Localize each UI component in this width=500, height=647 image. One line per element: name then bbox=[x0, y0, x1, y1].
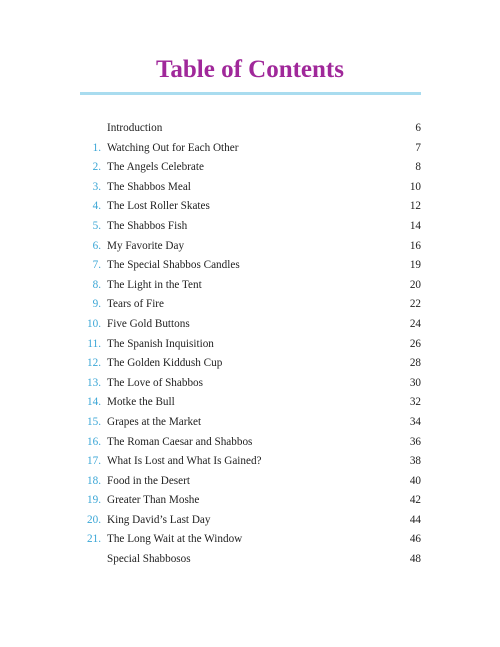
chapter-number: 20. bbox=[87, 513, 101, 526]
page-number: 10 bbox=[409, 180, 421, 193]
toc-entry[interactable] bbox=[0, 237, 500, 257]
chapter-number: 16. bbox=[87, 435, 101, 448]
page-number: 38 bbox=[409, 455, 421, 468]
toc-entry[interactable] bbox=[0, 491, 500, 511]
chapter-number: 18. bbox=[87, 474, 101, 487]
chapter-title: Watching Out for Each Other bbox=[107, 141, 239, 154]
chapter-number: 17. bbox=[87, 455, 101, 468]
page-number: 48 bbox=[409, 553, 421, 566]
chapter-number: 19. bbox=[87, 494, 101, 507]
chapter-number: 5. bbox=[92, 219, 101, 232]
toc-entry[interactable] bbox=[0, 335, 500, 355]
chapter-title: The Special Shabbos Candles bbox=[107, 259, 240, 272]
chapter-title: Five Gold Buttons bbox=[107, 317, 190, 330]
toc-entry[interactable] bbox=[0, 530, 500, 550]
chapter-title: The Light in the Tent bbox=[107, 278, 202, 291]
page-number: 14 bbox=[409, 219, 421, 232]
chapter-number: 8. bbox=[92, 278, 101, 291]
page-number: 46 bbox=[409, 533, 421, 546]
chapter-title: Special Shabbosos bbox=[107, 553, 191, 566]
chapter-number: 9. bbox=[92, 298, 101, 311]
page-number: 22 bbox=[409, 298, 421, 311]
toc-entry[interactable] bbox=[0, 295, 500, 315]
toc-list bbox=[0, 119, 500, 570]
chapter-number: 11. bbox=[87, 337, 101, 350]
page-number: 12 bbox=[409, 200, 421, 213]
toc-entry[interactable] bbox=[0, 119, 500, 139]
toc-entry[interactable] bbox=[0, 178, 500, 198]
chapter-number: 7. bbox=[92, 259, 101, 272]
page-number: 6 bbox=[415, 122, 421, 134]
chapter-number: 13. bbox=[87, 376, 101, 389]
page-number: 24 bbox=[409, 317, 421, 330]
toc-entry[interactable] bbox=[0, 217, 500, 237]
toc-entry[interactable] bbox=[0, 354, 500, 374]
chapter-title: Tears of Fire bbox=[107, 298, 164, 311]
page-number: 26 bbox=[409, 337, 421, 350]
toc-entry[interactable] bbox=[0, 433, 500, 453]
toc-entry[interactable] bbox=[0, 256, 500, 276]
chapter-number: 3. bbox=[92, 180, 101, 193]
toc-entry[interactable] bbox=[0, 276, 500, 296]
toc-entry[interactable] bbox=[0, 393, 500, 413]
page-number: 7 bbox=[415, 141, 421, 154]
chapter-title: King David’s Last Day bbox=[107, 513, 211, 526]
page-number: 36 bbox=[409, 435, 421, 448]
chapter-title: The Angels Celebrate bbox=[107, 161, 204, 174]
chapter-number: 2. bbox=[92, 161, 101, 174]
chapter-title: The Roman Caesar and Shabbos bbox=[107, 435, 253, 448]
toc-entry[interactable] bbox=[0, 139, 500, 159]
chapter-title: The Golden Kiddush Cup bbox=[107, 357, 223, 370]
page-number: 19 bbox=[409, 259, 421, 272]
chapter-title: The Shabbos Meal bbox=[107, 180, 191, 193]
page-number: 42 bbox=[409, 494, 421, 507]
toc-entry[interactable] bbox=[0, 472, 500, 492]
page-number: 28 bbox=[409, 357, 421, 370]
toc-entry[interactable] bbox=[0, 197, 500, 217]
chapter-title: The Spanish Inquisition bbox=[107, 337, 214, 350]
chapter-title: The Lost Roller Skates bbox=[107, 200, 210, 213]
page-number: 16 bbox=[409, 239, 421, 252]
chapter-title: The Love of Shabbos bbox=[107, 376, 204, 389]
chapter-number: 21. bbox=[87, 533, 101, 546]
chapter-title: The Long Wait at the Window bbox=[107, 533, 243, 546]
chapter-title: The Shabbos Fish bbox=[107, 219, 188, 232]
toc-entry[interactable] bbox=[0, 158, 500, 178]
page-number: 44 bbox=[409, 513, 421, 526]
chapter-number: 6. bbox=[92, 239, 101, 252]
chapter-number: 12. bbox=[87, 357, 101, 370]
chapter-title: Motke the Bull bbox=[107, 396, 175, 409]
chapter-title: Food in the Desert bbox=[107, 474, 190, 487]
chapter-title: Greater Than Moshe bbox=[107, 494, 200, 507]
toc-entry[interactable] bbox=[0, 550, 500, 570]
chapter-title: Introduction bbox=[107, 122, 163, 134]
chapter-number: 4. bbox=[92, 200, 101, 213]
chapter-number: 15. bbox=[87, 415, 101, 428]
page-number: 8 bbox=[415, 161, 421, 174]
toc-entry[interactable] bbox=[0, 374, 500, 394]
page-number: 20 bbox=[409, 278, 421, 291]
chapter-number: 14. bbox=[87, 396, 101, 409]
page-number: 40 bbox=[409, 474, 421, 487]
page-number: 34 bbox=[409, 415, 421, 428]
chapter-title: What Is Lost and What Is Gained? bbox=[107, 455, 262, 468]
chapter-number: 1. bbox=[92, 141, 101, 154]
toc-entry[interactable] bbox=[0, 511, 500, 531]
chapter-title: Grapes at the Market bbox=[107, 415, 202, 428]
title-divider bbox=[80, 92, 421, 95]
toc-entry[interactable] bbox=[0, 413, 500, 433]
page-title: Table of Contents bbox=[156, 56, 344, 83]
toc-entry[interactable] bbox=[0, 315, 500, 335]
toc-entry[interactable] bbox=[0, 452, 500, 472]
chapter-number: 10. bbox=[87, 317, 101, 330]
page-number: 30 bbox=[409, 376, 421, 389]
chapter-title: My Favorite Day bbox=[107, 239, 185, 252]
page-number: 32 bbox=[409, 396, 421, 409]
